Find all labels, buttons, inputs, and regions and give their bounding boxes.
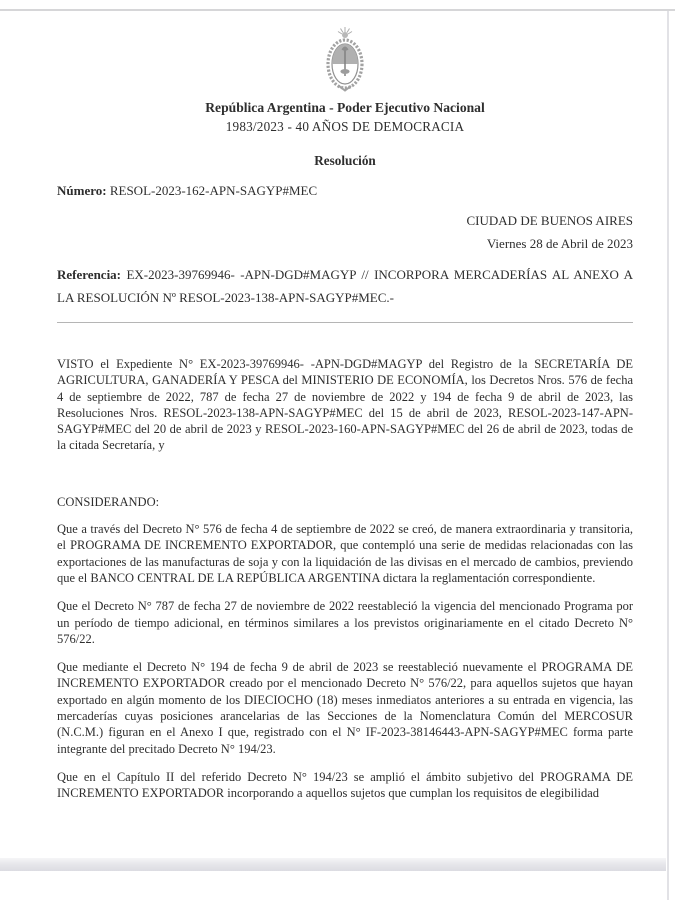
considerando-paragraph: Que en el Capítulo II del referido Decreto N° 194/23 se amplió el ámbito subjetivo del PROGRAMA DE INCREMENTO EXPORTADOR incorporando a aquellos sujetos que cumplan los requisitos de elegibilidad [57, 769, 633, 801]
argentina-coat-of-arms-icon [316, 26, 374, 94]
city-line: CIUDAD DE BUENOS AIRES [466, 213, 633, 228]
considerando-paragraph: Que mediante el Decreto N° 194 de fecha 9 de abril de 2023 se reestableció nuevamente el PROGRAMA DE INCREMENTO EXPORTADOR creado por el mencionado Decreto N° 576/22, para aquellos sujetos que hayan exportado en algún momento de los DIECIOCHO (18) meses inmediatos anteriores a su entrada en vigencia, las mercaderías cuyas posiciones arancelarias de las Secciones de la Nomenclatura Común del MERCOSUR (N.C.M.) figuran en el Anexo I que, registrado con el N° IF-2023-38146443-APN-SAGYP#MEC forma parte integrante del precitado Decreto N° 194/23. [57, 660, 633, 756]
considerando-paragraph: Que a través del Decreto N° 576 de fecha 4 de septiembre de 2022 se creó, de manera extraordinaria y transitoria, el PROGRAMA DE INCREMENTO EXPORTADOR, que contempló una serie de medidas relacionadas con las exportaciones de las manufacturas de soja y con la liquidación de las divisas en el mercado de cambios, previendo que el BANCO CENTRAL DE LA REPÚBLICA ARGENTINA dictara la reglamentación correspondiente. [57, 522, 633, 585]
place-date-block [57, 209, 633, 255]
document-number-line [57, 183, 633, 199]
anniversary-line: 1983/2023 - 40 AÑOS DE DEMOCRACIA [225, 119, 465, 134]
date-line: Viernes 28 de Abril de 2023 [486, 236, 633, 251]
visto-paragraph: VISTO el Expediente N° EX-2023-39769946- -APN-DGD#MAGYP del Registro de la SECRETARÍA DE AGRICULTURA, GANADERÍA Y PESCA del MINISTERIO DE ECONOMÍA, los Decretos Nros. 576 de fecha 4 de septiembre de 2022, 787 de fecha 27 de noviembre de 2022 y 194 de fecha 9 de abril de 2023, las Resoluciones Nros. RESOL-2023-138-APN-SAGYP#MEC del 15 de abril de 2023, RESOL-2023-147-APN-SAGYP#MEC del 20 de abril de 2023 y RESOL-2023-160-APN-SAGYP#MEC del 26 de abril de 2023, todas de la citada Secretaría, y [57, 357, 633, 453]
considerando-paragraph: Que el Decreto N° 787 de fecha 27 de noviembre de 2022 reestableció la vigencia del mencionado Programa por un período de tiempo adicional, en términos similares a los previstos originariamente en el citado Decreto N° 576/22. [57, 599, 633, 646]
considerando-heading: CONSIDERANDO: [57, 494, 160, 509]
numero-label: Número: [57, 183, 107, 198]
reference-line [57, 264, 633, 309]
page-right-edge [667, 11, 669, 900]
header-divider [57, 322, 633, 323]
document-type-title: Resolución [314, 153, 376, 168]
page-break-band [0, 858, 666, 871]
referencia-label: Referencia: [57, 267, 122, 282]
numero-value: RESOL-2023-162-APN-SAGYP#MEC [109, 183, 318, 198]
resolution-document [57, 0, 633, 802]
referencia-value: EX-2023-39769946- -APN-DGD#MAGYP // INCORPORA MERCADERÍAS AL ANEXO A LA RESOLUCIÓN Nº RESOL-2023-138-APN-SAGYP#MEC.- [57, 267, 633, 305]
org-title: República Argentina - Poder Ejecutivo Nacional [205, 100, 485, 115]
